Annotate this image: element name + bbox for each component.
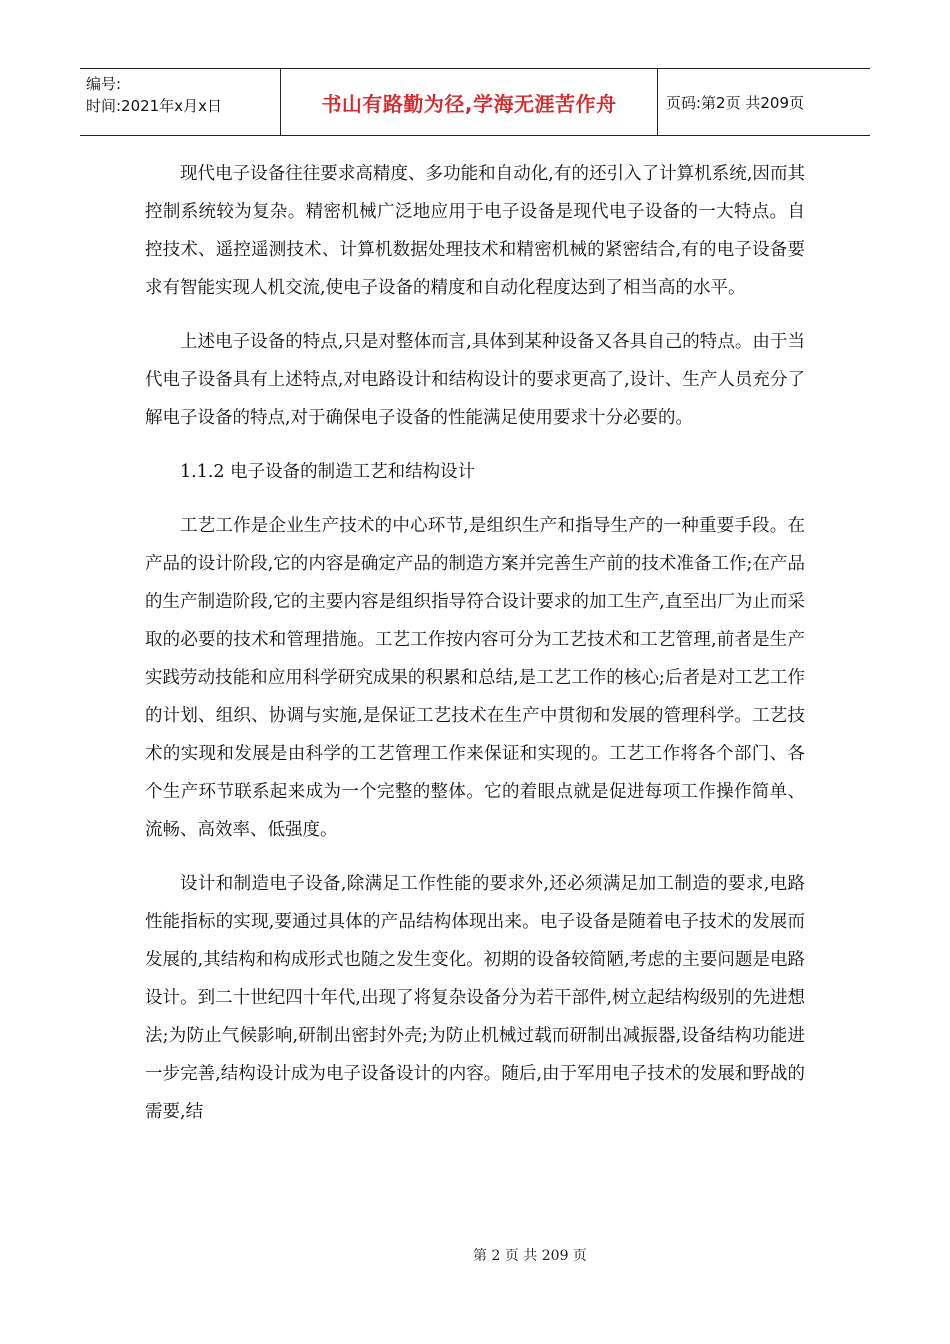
header-motto: 书山有路勤为径,学海无涯苦作舟 — [281, 69, 658, 135]
paragraph: 上述电子设备的特点,只是对整体而言,具体到某种设备又各具自己的特点。由于当代电子设备具有上述特点,对电路设计和结构设计的要求更高了,设计、生产人员充分了解电子设备的特点,对于确保电子设备的性能满足使用要求十分必要的。 — [145, 332, 805, 428]
code-label: 编号: — [86, 75, 122, 93]
paragraph: 工艺工作是企业生产技术的中心环节,是组织生产和指导生产的一种重要手段。在产品的设计阶段,它的内容是确定产品的制造方案并完善生产前的技术准备工作;在产品的生产制造阶段,它的主要内容是组织指导符合设计要求的加工生产,直至出厂为止而采取的必要的技术和管理措施。工艺工作按内容可分为工艺技术和工艺管理,前者是生产实践劳动技能和应用科学研究成果的积累和总结,是工艺工作的核心;后者是对工艺工作的计划、组织、协调与实施,是保证工艺技术在生产中贯彻和发展的管理科学。工艺技术的实现和发展是由科学的工艺管理工作来保证和实现的。工艺工作将各个部门、各个生产环节联系起来成为一个完整的整体。它的着眼点就是促进每项工作操作简单、流畅、高效率、低强度。 — [145, 516, 805, 840]
paragraph: 设计和制造电子设备,除满足工作性能的要求外,还必须满足加工制造的要求,电路性能指标的实现,要通过具体的产品结构体现出来。电子设备是随着电子技术的发展而发展的,其结构和构成形式也随之发生变化。初期的设备较简陋,考虑的主要问题是电路设计。到二十世纪四十年代,出现了将复杂设备分为若干部件,树立起结构级别的先进想法;为防止气候影响,研制出密封外壳;为防止机械过载而研制出减振器,设备结构功能进一步完善,结构设计成为电子设备设计的内容。随后,由于军用电子技术的发展和野战的需要,结 — [145, 874, 805, 1122]
date-label: 时间:2021年x月x日 — [86, 97, 222, 115]
page-footer: 第 2 页 共 209 页 — [473, 1248, 587, 1264]
page-header — [80, 68, 870, 136]
header-page-info: 页码:第2页 共209页 — [666, 93, 804, 112]
header-meta-cell — [80, 69, 281, 135]
document-body — [145, 155, 805, 1147]
paragraph: 现代电子设备往往要求高精度、多功能和自动化,有的还引入了计算机系统,因而其控制系统较为复杂。精密机械广泛地应用于电子设备是现代电子设备的一大特点。自控技术、遥控遥测技术、计算机数据处理技术和精密机械的紧密结合,有的电子设备要求有智能实现人机交流,使电子设备的精度和自动化程度达到了相当高的水平。 — [145, 164, 805, 298]
section-heading: 1.1.2 电子设备的制造工艺和结构设计 — [180, 462, 476, 482]
